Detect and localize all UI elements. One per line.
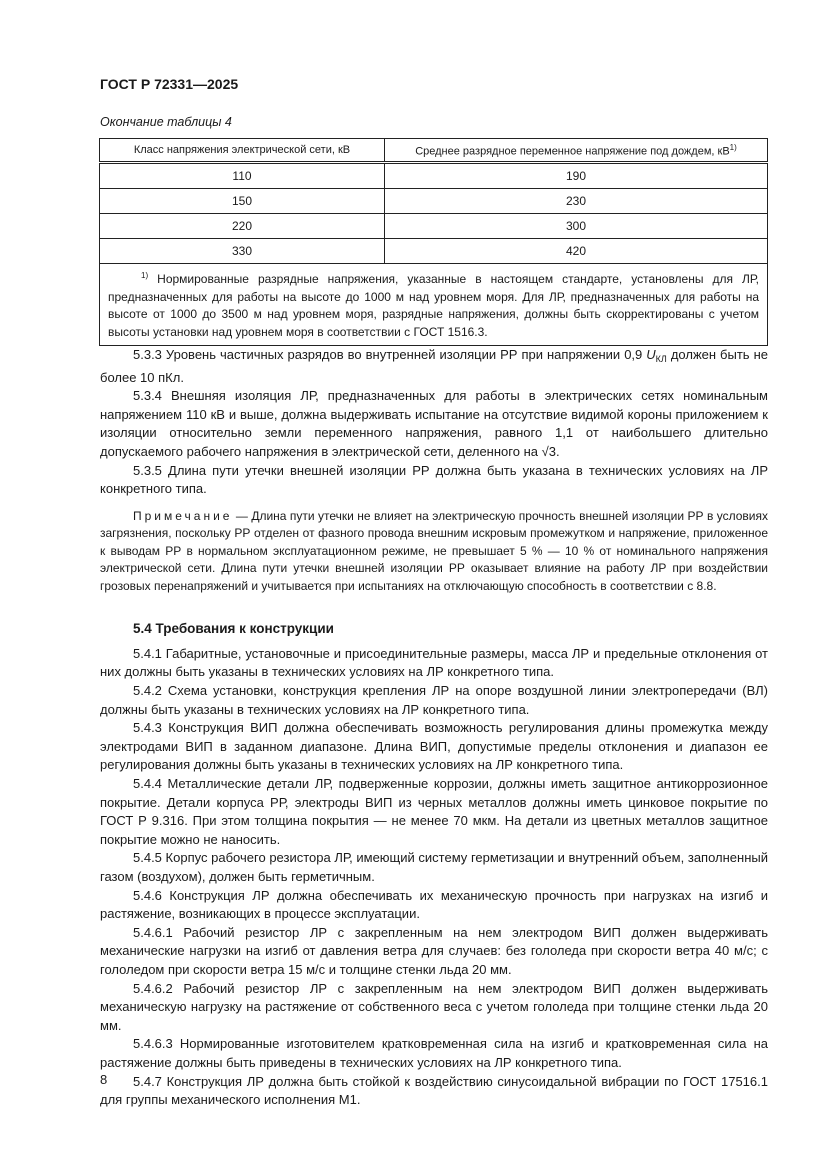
symbol-subscript: КЛ: [655, 354, 667, 364]
paragraph: 5.4.6 Конструкция ЛР должна обеспечивать их механическую прочность при нагрузках на изгиб и растяжение, возникающих в процессе эксплуатации.: [100, 887, 768, 922]
table-cell: 230: [385, 189, 768, 214]
table-cell: 420: [385, 239, 768, 264]
note: [100, 508, 768, 596]
footnote-text: Нормированные разрядные напряжения, указанные в настоящем стандарте, установлены для ЛР, предназначенных для работы на высоте до 1000 м над уровнем моря. Для ЛР, предназначенных для работы на высоте от 1000 до 3500 м над уровнем моря, разрядные напряжения, должны быть скорректированы с учетом высоты установки над уровнем моря в соответствии с ГОСТ 1516.3.: [108, 272, 759, 339]
paragraph-5-3-4: 5.3.4 Внешняя изоляция ЛР, предназначенных для работы в электрических сетях номинальным напряжением 110 кВ и выше, должна выдерживать испытание на отсутствие видимой короны приложением к изоляции относительно земли переменного напряжения, равного 1,1 от наибольшего длительно допускаемого рабочего напряжения в электрической сети, деленного на √3.: [100, 388, 768, 459]
note-text: — Длина пути утечки не влияет на электрическую прочность внешней изоляции РР в условиях загрязнения, поскольку РР отделен от фазного провода внешним искровым промежутком и напряжение, приложенное к выводам РР в нормальном эксплуатационном режиме, не превышает 5 % — 10 % от номинального напряжения электрической сети. Длина пути утечки внешней изоляции РР оказывает влияние на работу ЛР при воздействии грозовых перенапряжений и учитывается при испытаниях на отключающую способность в соответствии с 8.8.: [100, 508, 768, 593]
table-row: [100, 239, 768, 264]
paragraph: 5.4.5 Корпус рабочего резистора ЛР, имеющий систему герметизации и внутренний объем, заполненный газом (воздухом), должен быть герметичным.: [100, 850, 768, 884]
table-cell: 190: [385, 163, 768, 189]
column-header-text: Среднее разрядное переменное напряжение под дождем, кВ: [415, 145, 730, 158]
document-header: ГОСТ Р 72331—2025: [100, 76, 239, 92]
symbol: U: [646, 347, 656, 362]
footnote-mark: 1): [141, 271, 149, 280]
table-row: [100, 163, 768, 189]
paragraph: 5.4.6.1 Рабочий резистор ЛР с закрепленным на нем электродом ВИП должен выдерживать механические нагрузки на изгиб от давления ветра для случаев: без гололеда при скорости ветра 40 м/с; с гололедом при скорости ветра 15 м/с и толщине стенки льда 20 мм.: [100, 924, 768, 977]
section-heading: 5.4 Требования к конструкции: [133, 621, 334, 637]
column-header: [385, 139, 768, 163]
table-caption: Окончание таблицы 4: [100, 115, 232, 129]
table-cell: 300: [385, 214, 768, 239]
paragraph-text: 5.3.3 Уровень частичных разрядов во внутренней изоляции РР при напряжении 0,9: [133, 347, 647, 362]
column-header: Класс напряжения электрической сети, кВ: [100, 139, 385, 163]
paragraph: 5.4.6.3 Нормированные изготовителем кратковременная сила на изгиб и кратковременная сила на растяжение должны быть приведены в технических условиях на ЛР конкретного типа.: [100, 1036, 768, 1070]
paragraph-text: должен быть не более 10 пКл.: [100, 347, 768, 385]
table-cell: 110: [100, 163, 385, 189]
paragraph: 5.4.2 Схема установки, конструкция крепления ЛР на опоре воздушной линии электропередачи (ВЛ) должны быть указаны в технических условиях на ЛР конкретного типа.: [100, 683, 768, 717]
table-footnote: [100, 264, 768, 346]
table-row: [100, 189, 768, 214]
table-header-row: [100, 139, 768, 163]
voltage-table: [99, 138, 768, 346]
table-cell: 150: [100, 189, 385, 214]
paragraph-5-3-5: 5.3.5 Длина пути утечки внешней изоляции РР должна быть указана в технических условиях на ЛР конкретного типа.: [100, 462, 768, 497]
page-number: 8: [100, 1072, 108, 1087]
paragraph: 5.4.7 Конструкция ЛР должна быть стойкой к воздействию синусоидальной вибрации по ГОСТ 17516.1 для группы механического исполнения М1.: [100, 1073, 768, 1108]
table-cell: 330: [100, 239, 385, 264]
paragraph: 5.4.3 Конструкция ВИП должна обеспечивать возможность регулирования длины промежутка между электродами ВИП в заданном диапазоне. Длина ВИП, допустимые пределы отклонения и диапазон ее регулирования должны быть указаны в технических условиях на ЛР конкретного типа.: [100, 720, 768, 773]
table-row: [100, 214, 768, 239]
document-body: [100, 346, 768, 1110]
table-cell: 220: [100, 214, 385, 239]
footnote-ref: 1): [729, 142, 737, 152]
paragraph-5-3-3: [100, 346, 768, 387]
paragraph: 5.4.4 Металлические детали ЛР, подверженные коррозии, должны иметь защитное антикоррозионное покрытие. Детали корпуса РР, электроды ВИП из черных металлов должны иметь цинковое покрытие по ГОСТ Р 9.316. При этом толщина покрытия — не менее 70 мкм. На детали из цветных металлов защитное покрытие можно не наносить.: [100, 776, 768, 847]
note-label: Примечание: [133, 508, 233, 523]
paragraph: 5.4.1 Габаритные, установочные и присоединительные размеры, масса ЛР и предельные отклонения от них должны быть указаны в технических условиях на ЛР конкретного типа.: [100, 645, 768, 680]
table-footnote-row: [100, 264, 768, 346]
paragraph: 5.4.6.2 Рабочий резистор ЛР с закрепленным на нем электродом ВИП должен выдерживать механическую нагрузку на растяжение от собственного веса с учетом гололеда при толщине стенки льда 20 мм.: [100, 980, 768, 1033]
